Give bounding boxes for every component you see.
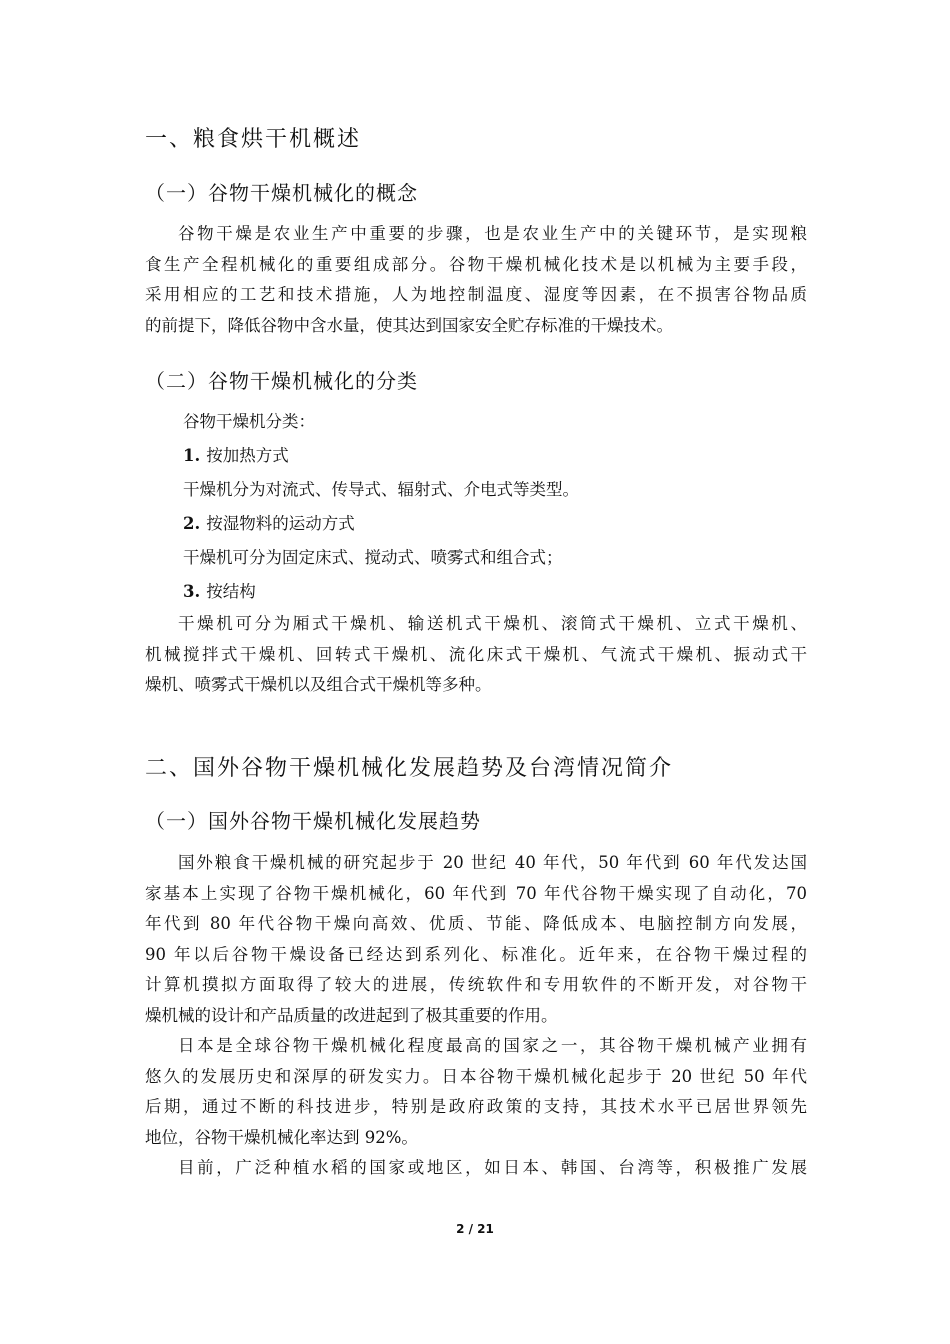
paragraph-line: 国外粮食干燥机械的研究起步于 20 世纪 40 年代，50 年代到 60 年代发达国 bbox=[178, 853, 807, 872]
section-1-2-heading: （二）谷物干燥机械化的分类 bbox=[145, 369, 418, 393]
paragraph-line: 采用相应的工艺和技术措施，人为地控制温度、湿度等因素，在不损害谷物品质 bbox=[145, 285, 807, 304]
trend-paragraph-3 bbox=[145, 1153, 807, 1184]
list-label: 按加热方式 bbox=[206, 446, 289, 465]
paragraph-line: 机械搅拌式干燥机、回转式干燥机、流化床式干燥机、气流式干燥机、振动式干 bbox=[145, 644, 807, 664]
paragraph-line: 干燥机可分为厢式干燥机、输送机式干燥机、滚筒式干燥机、立式干燥机、 bbox=[178, 614, 807, 633]
page-number: 2 / 21 bbox=[456, 1222, 494, 1236]
paragraph-line: 燥机械的设计和产品质量的改进起到了极其重要的作用。 bbox=[145, 1005, 558, 1025]
structure-paragraph bbox=[145, 609, 807, 701]
paragraph-line: 地位，谷物干燥机械化率达到 92%。 bbox=[145, 1127, 418, 1147]
list-number: 2. bbox=[183, 514, 201, 533]
list-label: 按结构 bbox=[206, 582, 256, 601]
paragraph-line: 后期，通过不断的科技进步，特别是政府政策的支持，其技术水平已居世界领先 bbox=[145, 1097, 807, 1116]
paragraph-line: 目前，广泛种植水稻的国家或地区，如日本、韩国、台湾等，积极推广发展 bbox=[178, 1158, 807, 1177]
concept-paragraph bbox=[145, 219, 807, 341]
list-number: 1. bbox=[183, 446, 201, 465]
section-1-heading: 一、粮食烘干机概述 bbox=[145, 127, 362, 152]
paragraph-line: 90 年以后谷物干燥设备已经达到系列化、标准化。近年来，在谷物干燥过程的 bbox=[145, 944, 807, 964]
list-item-2-description: 干燥机可分为固定床式、搅动式、喷雾式和组合式； bbox=[183, 548, 563, 567]
paragraph-line: 年代到 80 年代谷物干燥向高效、优质、节能、降低成本、电脑控制方向发展， bbox=[145, 914, 807, 933]
paragraph-line: 的前提下，降低谷物中含水量，使其达到国家安全贮存标准的干燥技术。 bbox=[145, 315, 673, 335]
paragraph-line: 计算机摸拟方面取得了较大的进展，传统软件和专用软件的不断开发，对谷物干 bbox=[145, 975, 807, 994]
trend-paragraph-2 bbox=[145, 1031, 807, 1153]
list-item-3-heading bbox=[183, 580, 256, 604]
paragraph-line: 燥机、喷雾式干燥机以及组合式干燥机等多种。 bbox=[145, 675, 492, 694]
section-1-1-heading: （一）谷物干燥机械化的概念 bbox=[145, 181, 418, 205]
paragraph-line: 日本是全球谷物干燥机械化程度最高的国家之一，其谷物干燥机械产业拥有 bbox=[178, 1036, 807, 1055]
section-2-1-heading: （一）国外谷物干燥机械化发展趋势 bbox=[145, 809, 481, 833]
list-item-1-heading bbox=[183, 444, 289, 468]
paragraph-line: 谷物干燥是农业生产中重要的步骤，也是农业生产中的关键环节，是实现粮 bbox=[178, 224, 807, 243]
paragraph-line: 食生产全程机械化的重要组成部分。谷物干燥机械化技术是以机械为主要手段， bbox=[145, 254, 807, 274]
paragraph-line: 家基本上实现了谷物干燥机械化，60 年代到 70 年代谷物干燥实现了自动化，70 bbox=[145, 883, 807, 903]
paragraph-line: 悠久的发展历史和深厚的研发实力。日本谷物干燥机械化起步于 20 世纪 50 年代 bbox=[145, 1066, 807, 1086]
list-label: 按湿物料的运动方式 bbox=[206, 514, 355, 533]
list-item-1-description: 干燥机分为对流式、传导式、辐射式、介电式等类型。 bbox=[183, 480, 579, 499]
trend-paragraph-1 bbox=[145, 848, 807, 1031]
section-2-heading: 二、国外谷物干燥机械化发展趋势及台湾情况简介 bbox=[145, 756, 674, 781]
list-item-2-heading bbox=[183, 512, 355, 536]
list-number: 3. bbox=[183, 582, 201, 601]
classification-intro: 谷物干燥机分类： bbox=[183, 412, 315, 431]
